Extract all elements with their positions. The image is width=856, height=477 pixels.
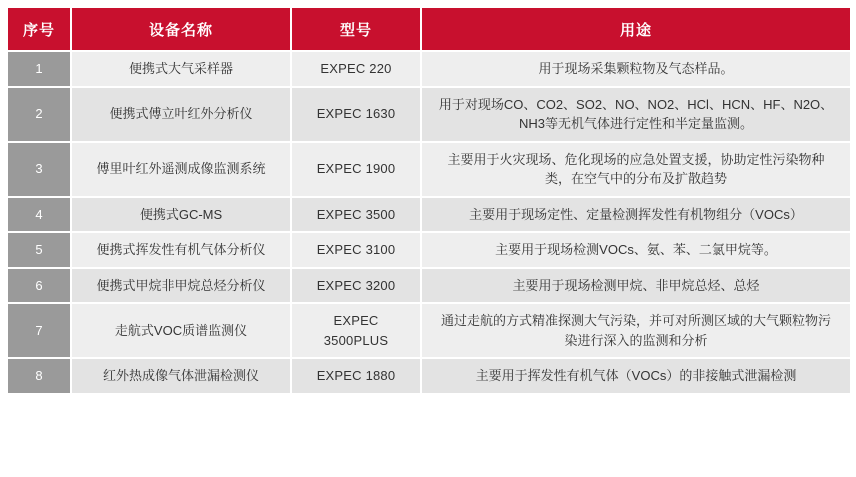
cell-index: 2 xyxy=(7,87,71,142)
cell-use: 用于现场采集颗粒物及气态样品。 xyxy=(421,51,851,87)
cell-model: EXPEC 1900 xyxy=(291,142,421,197)
cell-name: 便携式GC-MS xyxy=(71,197,291,233)
cell-model: EXPEC 3500PLUS xyxy=(291,303,421,358)
cell-name: 便携式傅立叶红外分析仪 xyxy=(71,87,291,142)
cell-index: 4 xyxy=(7,197,71,233)
cell-index: 7 xyxy=(7,303,71,358)
cell-model: EXPEC 3200 xyxy=(291,268,421,304)
cell-name: 便携式甲烷非甲烷总烃分析仪 xyxy=(71,268,291,304)
column-header-index: 序号 xyxy=(7,7,71,51)
cell-model: EXPEC 1630 xyxy=(291,87,421,142)
cell-model: EXPEC 3500 xyxy=(291,197,421,233)
table-row xyxy=(7,142,851,197)
cell-name: 红外热成像气体泄漏检测仪 xyxy=(71,358,291,394)
column-header-name: 设备名称 xyxy=(71,7,291,51)
cell-model: EXPEC 3100 xyxy=(291,232,421,268)
table-row xyxy=(7,358,851,394)
table-body xyxy=(7,51,851,394)
cell-index: 5 xyxy=(7,232,71,268)
cell-index: 3 xyxy=(7,142,71,197)
cell-use: 主要用于挥发性有机气体（VOCs）的非接触式泄漏检测 xyxy=(421,358,851,394)
cell-model: EXPEC 1880 xyxy=(291,358,421,394)
column-header-model: 型号 xyxy=(291,7,421,51)
table-row xyxy=(7,268,851,304)
cell-use: 主要用于火灾现场、危化现场的应急处置支援，协助定性污染物种类，在空气中的分布及扩散趋势 xyxy=(421,142,851,197)
cell-use: 主要用于现场检测VOCs、氨、苯、二氯甲烷等。 xyxy=(421,232,851,268)
table-header-row xyxy=(7,7,851,51)
cell-model: EXPEC 220 xyxy=(291,51,421,87)
cell-name: 便携式挥发性有机气体分析仪 xyxy=(71,232,291,268)
cell-index: 1 xyxy=(7,51,71,87)
cell-use: 用于对现场CO、CO2、SO2、NO、NO2、HCl、HCN、HF、N2O、NH3等无机气体进行定性和半定量监测。 xyxy=(421,87,851,142)
column-header-use: 用途 xyxy=(421,7,851,51)
table-row xyxy=(7,303,851,358)
table-row xyxy=(7,51,851,87)
cell-index: 6 xyxy=(7,268,71,304)
equipment-table xyxy=(6,6,852,395)
table-row xyxy=(7,232,851,268)
table-row xyxy=(7,87,851,142)
cell-name: 走航式VOC质谱监测仪 xyxy=(71,303,291,358)
cell-use: 通过走航的方式精准探测大气污染，并可对所测区域的大气颗粒物污染进行深入的监测和分析 xyxy=(421,303,851,358)
table-row xyxy=(7,197,851,233)
cell-use: 主要用于现场检测甲烷、非甲烷总烃、总烃 xyxy=(421,268,851,304)
cell-name: 便携式大气采样器 xyxy=(71,51,291,87)
table-header xyxy=(7,7,851,51)
cell-index: 8 xyxy=(7,358,71,394)
cell-use: 主要用于现场定性、定量检测挥发性有机物组分（VOCs） xyxy=(421,197,851,233)
cell-name: 傅里叶红外遥测成像监测系统 xyxy=(71,142,291,197)
